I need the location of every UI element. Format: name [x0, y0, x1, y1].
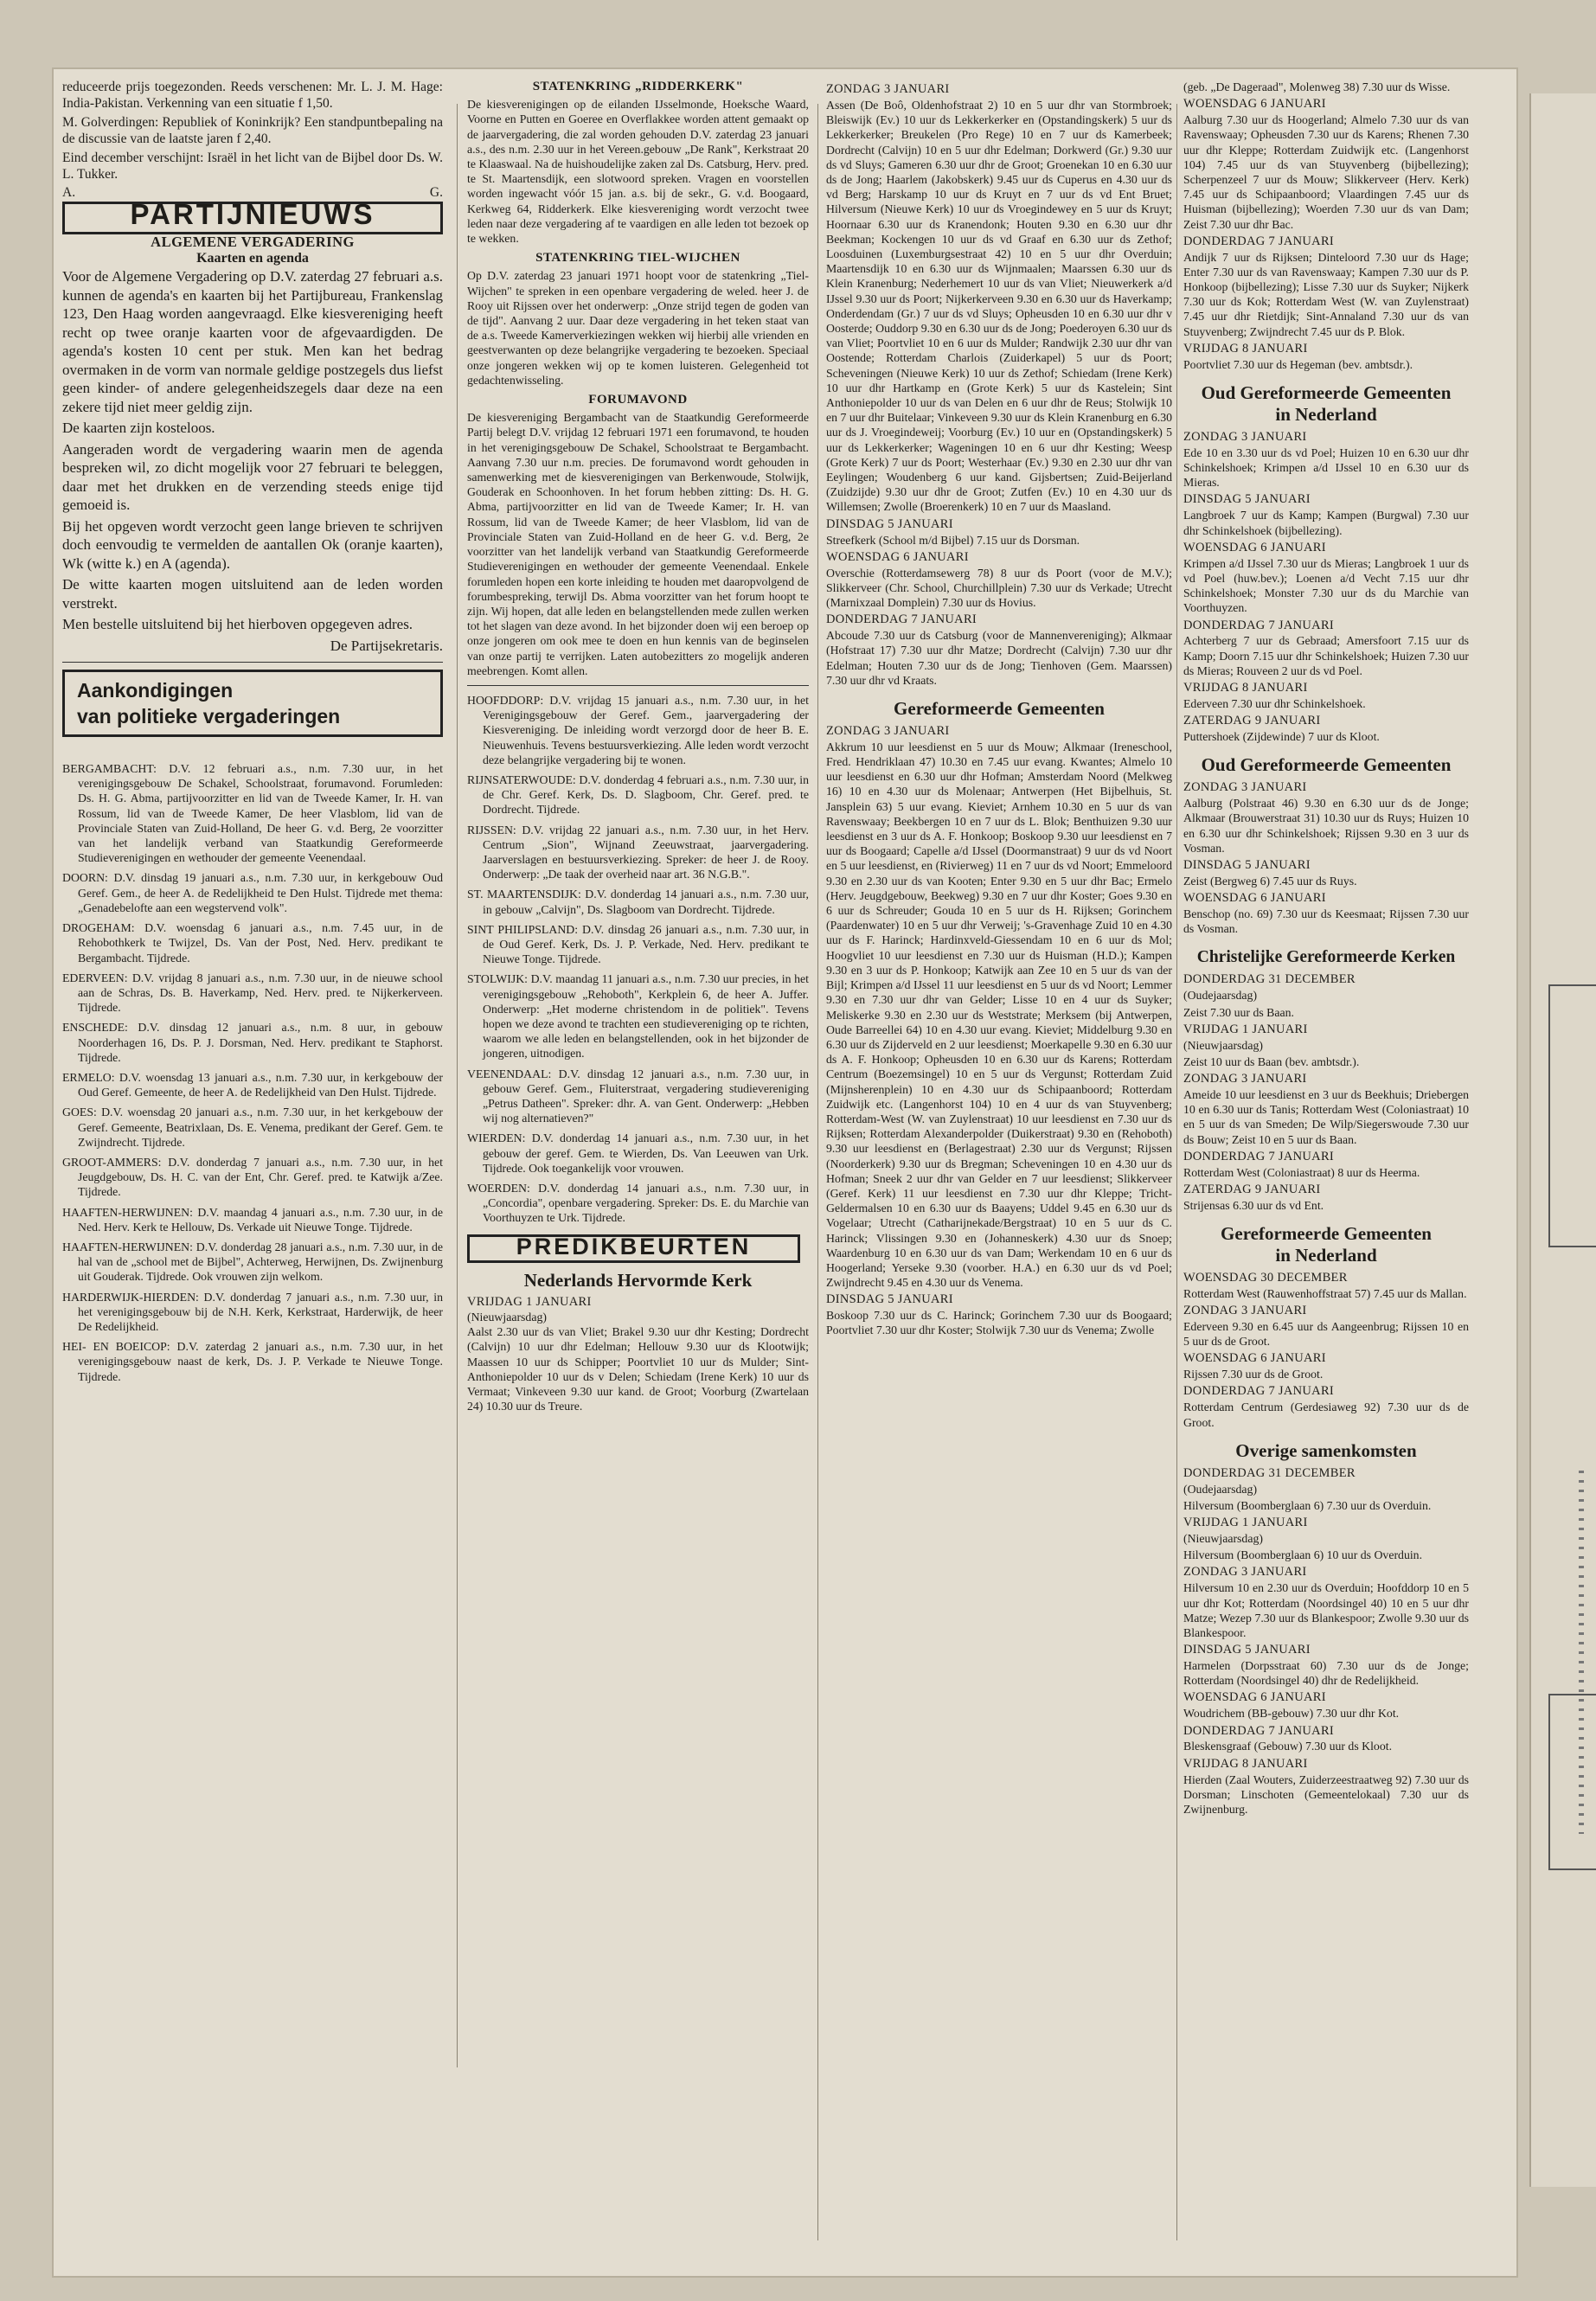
ogg-services — [1183, 779, 1469, 936]
service-list: Ederveen 9.30 en 6.45 uur ds Aangeenbrug; Rijssen 10 en 5 uur ds de Groot. — [1183, 1319, 1469, 1349]
service-list: Ameide 10 uur leesdienst en 3 uur ds Beekhuis; Driebergen 10 en 6.30 uur ds Tanis; Rotterdam West (Coloniastraat) 10 en 5 uur ds van Smeden; De Wilp/Siegerswoude 7.30 uur ds Bouw; Zeist 10 en 5 uur ds Baan. — [1183, 1087, 1469, 1146]
column-rule — [457, 104, 458, 2067]
service-list: Poortvliet 7.30 uur ds Hegeman (bev. ambtsdr.). — [1183, 357, 1413, 371]
service-list: Rijssen 7.30 uur ds de Groot. — [1183, 1368, 1324, 1381]
day-heading: ZONDAG 3 JANUARI — [1183, 780, 1307, 795]
service-list: Benschop (no. 69) 7.30 uur ds Keesmaat; Rijssen 7.30 uur ds Vosman. — [1183, 907, 1469, 936]
service-list: Hierden (Zaal Wouters, Zuiderzeestraatweg 92) 7.30 uur ds Dorsman; Linschoten (Gemeentelokaal) 7.30 uur ds Zwijnenburg. — [1183, 1772, 1469, 1816]
service-list: Strijensas 6.30 uur ds vd Ent. — [1183, 1198, 1324, 1212]
day-heading: VRIJDAG 1 JANUARI — [1183, 1516, 1308, 1530]
day-heading: ZONDAG 3 JANUARI — [1183, 1565, 1307, 1580]
day-heading: VRIJDAG 1 JANUARI — [467, 1294, 592, 1309]
column-2 — [467, 80, 809, 1415]
signature-initial: A. — [62, 185, 76, 201]
day-heading: DINSDAG 5 JANUARI — [826, 516, 953, 531]
ogg-nl-services — [1183, 429, 1469, 744]
service-list: Aalburg (Polstraat 46) 9.30 en 6.30 uur ds de Jonge; Alkmaar (Brouwerstraat 31) 10.30 uur ds Ruys; Huizen 10 en 6.30 uur dhr Schinkelshoek; Rijssen 9.30 en 3 uur ds Vosman. — [1183, 797, 1469, 855]
article-signature: De Partijsekretaris. — [330, 637, 443, 654]
article-title: FORUMAVOND — [588, 393, 688, 407]
meeting-entry: ERMELO: D.V. woensdag 13 januari a.s., n.m. 7.30 uur, in kerkgebouw der Oud Geref. Gemeente, de heer A. de Redelijkheid van Den Hulst. Tijdrede. — [62, 1070, 443, 1099]
day-heading: WOENSDAG 6 JANUARI — [1183, 1690, 1326, 1705]
church-heading-line: Oud Gereformeerde Gemeenten — [1201, 381, 1452, 403]
nhk-services — [826, 81, 1172, 688]
meeting-entry: DROGEHAM: D.V. woensdag 6 januari a.s., n.m. 7.45 uur, in de Rehobothkerk te Twijzel, Ds. Van der Post, Ned. Herv. predikant te Bergambacht. Tijdrede. — [62, 921, 443, 965]
service-list: Harmelen (Dorpsstraat 60) 7.30 uur ds de Jonge; Rotterdam (Noordsingel 40) dhr de Redelijkheid. — [1183, 1659, 1469, 1688]
cgk-services — [1183, 971, 1469, 1213]
day-heading: DINSDAG 5 JANUARI — [1183, 492, 1311, 507]
gg-services-continued — [1183, 96, 1469, 372]
service-list: Ede 10 en 3.30 uur ds vd Poel; Huizen 10 en 6.30 uur dhr Schinkelshoek; Krimpen a/d IJssel 10 en 6.30 uur ds Mieras. — [1183, 445, 1469, 490]
day-heading: ZONDAG 3 JANUARI — [1183, 1304, 1307, 1318]
day-heading: WOENSDAG 6 JANUARI — [1183, 891, 1326, 906]
day-heading: ZONDAG 3 JANUARI — [826, 723, 950, 738]
church-heading — [1183, 1223, 1469, 1266]
article-paragraph: Voor de Algemene Vergadering op D.V. zaterdag 27 februari a.s. kunnen de agenda's en kaarten bij het Partijbureau, Frankenslag 123, Den Haag worden aangevraagd. Elke kiesvereniging heeft recht op twee oranje kaarten voor de afgevaardigden. De agenda's kosten 10 cent per stuk. Men kan het bedrag overmaken in de vorm van normale geldige postzegels dus liefst geen kinder- of andere gelegenheidszegels daar deze na een zekere tijd niet meer geldig zijn. — [62, 268, 443, 415]
church-heading-line: in Nederland — [1275, 1244, 1377, 1266]
service-list: Hilversum (Boomberglaan 6) 7.30 uur ds Overduin. — [1183, 1498, 1432, 1512]
column-rule — [817, 104, 818, 2240]
service-list: Achterberg 7 uur ds Gebraad; Amersfoort 7.15 uur ds Kamp; Doorn 7.15 uur dhr Schinkelshoek; Huizen 7.30 uur ds Mieras; Rouveen 2 uur ds vd Poel. — [1183, 634, 1469, 677]
meeting-entry: WOERDEN: D.V. donderdag 14 januari a.s., n.m. 7.30 uur, in „Concordia", openbare vergadering. Spreker: Ds. E. du Marchie van Voorthuyzen te Urk. Tijdrede. — [467, 1182, 809, 1225]
day-heading: VRIJDAG 8 JANUARI — [1183, 341, 1308, 356]
service-list: Hilversum (Boomberglaan 6) 10 uur ds Overduin. — [1183, 1548, 1423, 1562]
meeting-entry: HAAFTEN-HERWIJNEN: D.V. maandag 4 januari a.s., n.m. 7.30 uur, in de Ned. Herv. Kerk te Hellouw, Ds. Verkade uit Nieuwe Tonge. Tijdrede. — [62, 1205, 443, 1234]
article-paragraph: Men bestelle uitsluitend bij het hierboven opgegeven adres. — [62, 616, 413, 633]
service-list: (geb. „De Dageraad", Molenweg 38) 7.30 uur ds Wisse. — [1183, 80, 1451, 93]
gg-services — [826, 723, 1172, 1338]
meeting-entry: RIJSSEN: D.V. vrijdag 22 januari a.s., n.m. 7.30 uur, in het Herv. Centrum „Sion", Wijnand Zeeuwstraat, jaarvergadering. Jaarverslagen en bestuursverkiezing. Spreker: de heer J. de Rooy. Onderwerp: „De taak der overheid naar art. 36 N.G.B.". — [467, 823, 809, 881]
day-heading: DONDERDAG 7 JANUARI — [1183, 1723, 1335, 1738]
service-list: Assen (De Boô, Oldenhofstraat 2) 10 en 5 uur dhr van Stormbroek; Bleiswijk (Ev.) 10 uur ds Lekkerkerker en (Opstandingskerk) 5 uur ds Lekkerkerker; Breukelen (Pro Rege) 10 en 7 uur ds Kamerbeek; Dordrecht (Calvijn) 10 en 5 uur dhr Edelman; Dorkwerd (Gr.) 9.30 uur ds vd Sluys; Gameren 6.30 uur dhr de Groot; Groenekan 10 en 6.30 uur ds de Jong; Haarlem (Jakobskerk) 9.45 uur ds Cuperus en 4.30 uur ds vd Berg; Harskamp 10 uur ds Kruyt en 7 uur ds vd Ent Bruet; Hilversum (Nieuwe Kerk) 10 uur ds Vroegindewey en 5 uur ds Kruyt; Hoornaar 6.30 uur ds Kranendonk; Houten 9.30 en 6.30 uur dhr Beekman; Kockengen 10 uur ds vd Graaf en 6.30 uur ds Zethof; Loosduinen (Luxemburgsestraat 42) 10 en 5 uur dhr Overduin; Maartensdijk 10 en 6.30 uur ds Wijnmaalen; Maarssen 6.30 uur ds Klein Kranenburg; Nederhemert 10 uur ds van Vliet; Nieuwerkerk a/d IJssel 9.30 uur ds Poort; Nijkerkerveen 9.30 en 6.30 uur ds Haverkamp; Onderdendam (Gr.) 7 uur ds vd Sluys; Opheusden 10 en 6.30 uur dhr v Oosterde; Ouddorp 9.30 en 6.30 uur ds de Jong; Poederoyen 6.30 uur ds van Vliet; Poortvliet 10 en 6 uur ds Mulder; Randwijk 2.30 uur dhr van Oostende; Rotterdam Charlois (Zuiderkapel) 5 uur ds Poort; Scheveningen (Nieuwe Kerk) 10 uur ds Zethof; Schiedam (Irene Kerk) 10 uur dhr Hartkamp en (Grote Kerk) 5 uur ds Kastelein; Sint Anthoniepolder 10 uur ds van Delen en 6 uur dhr de Reus; Stolwijk 10 en 7 uur dhr Buitelaar; Vinkeveen 9.30 uur ds Klein Kranenburg en 6.30 uur ds J. Vroegindeweij; Voorburg (Ev.) 10 uur en (Opstandingskerk) 5 uur ds Lekkerkerker; Wageningen 10 en 6 uur dhr Kesting; Weesp (Grote Kerk) 7 uur ds Poort; Westerhaar (Ev.) 9.30 en 2.30 uur dhr van Eeylingen; Woudenberg 6 uur kand. Gijsbertsen; Zuid-Beijerland (Zuidzijde) 9.30 uur dhr de Groot; Zutfen (Ev.) 10 en 4.30 uur ds Willemsen; Zwolle (Broerenkerk) 10 en 7 uur ds Maasland. — [826, 98, 1172, 514]
overige-services — [1183, 1465, 1469, 1817]
signature-initial: G. — [429, 185, 443, 201]
meeting-entry: SINT PHILIPSLAND: D.V. dinsdag 26 januari a.s., n.m. 7.30 uur, in de Oud Geref. Kerk, Ds. J. P. Verkade, Ned. Herv. predikant te Nieuwe Tonge. Tijdrede. — [467, 922, 809, 966]
meeting-entry: GROOT-AMMERS: D.V. donderdag 7 januari a.s., n.m. 7.30 uur, in het Jeugdgebouw, Ds. H. C. van der Ent, Chr. Geref. pred. te Katwijk a/Zee. Tijdrede. — [62, 1155, 443, 1199]
meeting-entry: ST. MAARTENSDIJK: D.V. donderdag 14 januari a.s., n.m. 7.30 uur, in gebouw „Calvijn", Ds. Slagboom van Dordrecht. Tijdrede. — [467, 888, 809, 916]
service-list: Krimpen a/d IJssel 7.30 uur ds Mieras; Langbroek 1 uur ds vd Poel (huw.bev.); Loenen a/d Vecht 7.15 uur dhr Schinkelshoek; Monster 7.30 uur ds du Marchie van Voorthuyzen. — [1183, 556, 1469, 615]
service-list: Boskoop 7.30 uur ds C. Harinck; Gorinchem 7.30 uur ds Boogaard; Poortvliet 7.30 uur dhr Koster; Stolwijk 7.30 uur ds Venema; Zwolle — [826, 1309, 1172, 1337]
service-list: Aalburg 7.30 uur ds Hoogerland; Almelo 7.30 uur ds van Ravenswaay; Opheusden 7.30 uur ds Karens; Rhenen 7.30 uur dhr Kleppe; Rotterdam Zuidwijk etc. (Langenhorst 104) 7.45 uur ds van Stuyvenberg (bijbellezing); Scherpenzeel 7 uur ds Mouw; Slikkerveer (Herv. Kerk) 7.45 uur ds Schipaanboord; Vlaardingen 7.45 uur ds Huisman (bijbellezing); Woerden 7.30 uur ds van Dam; Zeist 7.30 uur dhr Bac. — [1183, 113, 1469, 231]
partijnieuws-heading-box — [62, 198, 443, 234]
meeting-entry: HEI- EN BOEICOP: D.V. zaterdag 2 januari a.s., n.m. 7.30 uur, in het verenigingsgebouw naast de kerk, Ds. J. P. Verkade te Nieuwe Tonge. Tijdrede. — [62, 1340, 443, 1383]
service-list: Rotterdam West (Coloniastraat) 8 uur ds Heerma. — [1183, 1165, 1420, 1179]
day-heading: ZONDAG 3 JANUARI — [826, 82, 950, 96]
day-subheading: (Nieuwjaarsdag) — [467, 1311, 547, 1324]
adjacent-page-box — [1548, 1694, 1596, 1870]
church-heading: Nederlands Hervormde Kerk — [523, 1269, 753, 1291]
article-paragraph: De kiesvereniging Bergambacht van de Staatkundig Gereformeerde Partij belegt D.V. vrijdag 12 februari 1971 een forumavond, te houden in het verenigingsgebouw De Schakel, Schoolstraat te Bergambacht. Aanvang 7.30 uur n.m. precies. De forumavond wordt gehouden in samenwerking met de kiesverenigingen van Berkenwoude, Stolwijk, Gouderak en Schoonhoven. In het forum hebben zitting: Ds. H. G. Abma, partijvoorzitter en lid van de Tweede Kamer; Ir. H. van Rossum, lid van de Tweede Kamer; de heer Vlasblom, lid van de Provinciale Staten van Zuid-Holland en de heer G. v.d. Berg, 2e voorzitter van het landelijk verband van Staatkundig Gereformeerde Studieverenigingen en wethouder der gemeente Veenendaal. Enkele forumleden hopen een korte inleiding te houden met daaropvolgend de forumbespreking, terwijl Ds. Abma voorzitter van het forum hoopt te zijn. Wij hopen, dat alle leden en belangstellenden mede zullen werken tot het slagen van deze avond. In het bijzonder doen wij een beroep op onze jongeren om ook mee te doen en hun kennis van de beginselen van onze partij te verrijken. Laten autobezitters zo mogelijk anderen meebrengen. Komt allen. — [467, 411, 809, 677]
service-list: Langbroek 7 uur ds Kamp; Kampen (Burgwal) 7.30 uur dhr Schinkelshoek (bijbellezing). — [1183, 509, 1469, 537]
service-list: Rotterdam West (Rauwenhoffstraat 57) 7.45 uur ds Mallan. — [1183, 1286, 1467, 1300]
church-heading-line: Gereformeerde Gemeenten — [1221, 1222, 1432, 1244]
service-list: Abcoude 7.30 uur ds Catsburg (voor de Mannenvereniging); Alkmaar (Hofstraat 17) 7.30 uur dhr Matze; Dordrecht (Calvijn) 7.30 uur dhr Edelman; Houten 7.30 uur ds de Jong; Tienhoven (Gem. Maarssen) 7.30 uur dhr vd Kraats. — [826, 629, 1172, 687]
service-list: Zeist 10 uur ds Baan (bev. ambtsdr.). — [1183, 1054, 1360, 1068]
intro-paragraph: reduceerde prijs toegezonden. Reeds verschenen: Mr. L. J. M. Hage: India-Pakistan. Verkenning van een situatie f 1,50. — [62, 80, 443, 111]
day-heading: DONDERDAG 7 JANUARI — [1183, 618, 1335, 632]
day-heading: ZATERDAG 9 JANUARI — [1183, 714, 1321, 728]
article-paragraph: De kaarten zijn kosteloos. — [62, 420, 215, 437]
meeting-entry: HOOFDDORP: D.V. vrijdag 15 januari a.s., n.m. 7.30 uur, in het Verenigingsgebouw der Geref. Gem., jaarvergadering der Kiesvereniging. De inleiding wordt verzorgd door de heer B. E. Nieuwenhuis. Tevens bestuursverkiezing. Alle leden wordt verzocht deze belangrijke vergadering bij te wonen. — [467, 693, 809, 766]
church-heading: Christelijke Gereformeerde Kerken — [1196, 948, 1456, 967]
service-list: Akkrum 10 uur leesdienst en 5 uur ds Mouw; Alkmaar (Ireneschool, Fred. Hendriklaan 47) 10.30 en 7.45 uur evang. Kwantes; Almelo 10 uur leesdienst en 6.30 uur dhr Hofman; Amsterdam Noord (Melkweg 16) 10 en 4.30 uur ds Molenaar; Antwerpen (Het Bijbelhuis, St. Jansplein 63) 5 uur evang. Kieviet; Arnhem 10.30 en 5 uur ds van Ravenswaay; Beekbergen 10 en 7 uur ds L. Blok; Benthuizen 9.30 uur leesdienst en 3 uur ds A. F. Honkoop; Boskoop 9.30 uur leesdienst en 7 uur ds Boogaard; Capelle a/d IJssel (Doormanstraat) 9 uur ds vd Noort en 5 uur leesdienst, en (Rivierweg) 11 en 7 uur ds vd Noort; Emmeloord 9.30 en 2.30 uur ds van Kooten; Enter 9.30 en 5 uur dhr Bac; Ermelo (Herv. Jeugdgebouw, Beekweg) 9.30 en 7 uur dhr Koster; Goes 9.30 en 6 uur ds Schreuder; Gouda 10 en 5 uur ds H. Rijksen; Gorinchem (Paardenwater) 10 en 5 uur dhr Verweij; 's-Gravenhage Zuid 10 en 4.30 uur ds F. Harinck; Hardinxveld-Giessendam 10 en 6 uur ds Mol; Hoogvliet 10 uur leesdienst en 7.30 uur ds Huisman (H.D.); Kampen 9.30 en 3 uur ds P. Honkoop; Katwijk aan Zee 10 en 5 uur ds van der Bijl; Krimpen a/d IJssel 11 uur leesdienst en 5 uur ds vd Noort; Lemmer 9.30 en 7.30 uur dhr van Gelder; Lisse 10 en 4 uur ds Suyker; Meliskerke 9.30 en 2.30 uur ds Weststrate; Merksem (bij Antwerpen, Oude Barreellei 64) 10 en 4.30 uur evang. Kieviet; Middelburg 9.30 en 6.30 uur ds Zijderveld en 2 uur leesdienst; Moerkapelle 9.30 en 6.30 uur ds A. F. Honkoop; Opheusden 10 en 6.30 uur ds Karens; Rotterdam Centrum (Boezemsingel) 10 en 5 uur ds Vergunst; Rotterdam Zuid (Mijnsherenplein) 10 en 4.30 uur ds Schipaanboord; Rotterdam Zuidwijk etc. (Langenhorst 104) 10 en 4 uur ds van Stuyvenberg; Rotterdam-West (W. van Zuylenstraat) 10 uur leesdienst en 7.30 uur ds Rijksen; Rotterdam Alexanderpolder (Duikerstraat) 9.30 en (Rehoboth) 9.30 uur leesdienst en (Berlagestraat) 2.30 uur ds Vergunst; Rijssen (Noorderkerk) 9.30 uur ds Bregman; Scheveningen 10 en 4.30 uur ds Hofman; Sneek 2 uur dhr van Gelder en 7 uur leesdienst; Slikkerveer (Geref. Kerk) 11 uur leesdienst en 7.30 uur dhr Kleppe; Tricht-Geldermalsen 10 en 6.30 uur ds Baayens; Uddel 9.45 en 6.30 uur ds Vogelaar; Utrecht (Catharijnekade/Bergstraat) 10 en 5 uur ds C. Harinck; Vlissingen 9.30 en (Johanneskerk) 4.30 uur ds Snoep; Waardenburg 10 en 6.30 uur ds van Dam; Werkendam 10 en 6 uur ds Hoogerland; Yerseke 9.30 (voorber. H.A.) en 6.30 uur ds vd Poel; Zwijndrecht 9.45 en 4.30 uur ds Venema. — [826, 740, 1172, 1290]
day-heading: DONDERDAG 7 JANUARI — [1183, 1149, 1335, 1163]
intro-article — [62, 80, 443, 202]
day-heading: DINSDAG 5 JANUARI — [826, 1292, 953, 1307]
predikbeurten-heading-box — [467, 1234, 800, 1263]
service-list: Zeist (Bergweg 6) 7.45 uur ds Ruys. — [1183, 874, 1357, 888]
article-title: STATENKRING TIEL-WIJCHEN — [535, 251, 740, 266]
church-heading — [1183, 382, 1469, 426]
day-heading: ZATERDAG 9 JANUARI — [1183, 1182, 1321, 1196]
meeting-entry: DOORN: D.V. dinsdag 19 januari a.s., n.m. 7.30 uur, in kerkgebouw Oud Geref. Gem., de heer A. de Redelijkheid te Den Hulst. Tijdrede met thema: „Genadebelofte aan een wegstervend volk". — [62, 871, 443, 914]
day-subheading: (Oudejaarsdag) — [1183, 989, 1258, 1003]
day-heading: DINSDAG 5 JANUARI — [1183, 857, 1311, 872]
article-title: STATENKRING „RIDDERKERK" — [532, 80, 744, 93]
day-heading: DINSDAG 5 JANUARI — [1183, 1643, 1311, 1657]
meeting-entry: BERGAMBACHT: D.V. 12 februari a.s., n.m. 7.30 uur, in het verenigingsgebouw De Schakel, Schoolstraat, forumavond. Forumleden: Ds. H. G. Abma, partijvoorzitter en lid van de Tweede Kamer, Ir. H. van Rossum, lid van de Tweede Kamer, De heer Vlasblom, lid van de Provinciale Staten van Zuid-Holland, De heer G. v.d. Berg, 2e voorzitter van het landelijk verband van Staatkundig Gereformeerde Studieverenigingen en wethouder der gemeente Veenendaal. — [62, 762, 443, 865]
day-heading: DONDERDAG 31 DECEMBER — [1183, 972, 1356, 987]
meeting-entry: VEENENDAAL: D.V. dinsdag 12 januari a.s., n.m. 7.30 uur, in gebouw Geref. Gem., Fluiterstraat, vergadering studievereniging „Petrus Datheen". Spreker: dhr. A. van Gent. Onderwerp: „Hebben wij nog alternatieven?" — [467, 1067, 809, 1125]
section-heading: Aankondigingen — [77, 679, 234, 702]
day-heading: DONDERDAG 31 DECEMBER — [1183, 1465, 1356, 1480]
day-heading: WOENSDAG 30 DECEMBER — [1183, 1270, 1348, 1285]
day-heading: WOENSDAG 6 JANUARI — [1183, 540, 1326, 554]
article-paragraph: Bij het opgeven wordt verzocht geen lange brieven te schrijven doch eenvoudig te vermelden de aantallen Ok (oranje kaarten), Wk (witte k.) en A (agenda). — [62, 517, 443, 572]
day-heading: DONDERDAG 7 JANUARI — [826, 612, 977, 627]
intro-paragraph: M. Golverdingen: Republiek of Koninkrijk? Een standpuntbepaling na de discussie van de laatste jaren f 2,40. — [62, 114, 443, 146]
meetings-list-continued — [467, 693, 809, 1226]
service-list: Zeist 7.30 uur ds Baan. — [1183, 1005, 1294, 1019]
meetings-list — [62, 761, 443, 1384]
section-heading: PREDIKBEURTEN — [516, 1233, 752, 1259]
article-paragraph: Op D.V. zaterdag 23 januari 1971 hoopt voor de statenkring „Tiel-Wijchen" te spreken in een openbare vergadering de weled. heer J. de Rooy uit Rijssen over het onderwerp: „Onze strijd tegen de goden van de tijd". Aanvang 2 uur. Daar deze vergadering in het teken staat van de a.s. Tweede Kamerverkiezingen wekken wij hierbij alle vrienden en geestverwanten op deze belangrijke vergadering te bezoeken. Speciaal onze jongeren wekken wij op te komen luisteren. Gelegenheid tot gedachtenwisseling. — [467, 269, 809, 387]
article-paragraph: De kiesverenigingen op de eilanden IJsselmonde, Hoeksche Waard, Voorne en Putten en Goeree en Overflakkee worden attent gemaakt op de jaarvergadering, die zal worden gehouden D.V. zaterdag 23 januari a.s., des n.m. 2.30 uur in het Vereen.gebouw „De Rank", Kerkstraat 20 te Klaaswaal. Na de huishoudelijke zaken zal Ds. Catsburg, Herv. pred. te St. Maartensdijk, een slotwoord spreken. Vragen en voorstellen worden ingewacht vóór 15 jan. a.s. bij de sekr., G. v.d. Boogaard, Kerkweg 64, Ridderkerk. Elke kiesvereniging wordt verzocht twee leden naar deze vergadering af te vaardigen en alle leden tot bezoek op te wekken. — [467, 98, 809, 246]
service-list: Woudrichem (BB-gebouw) 7.30 uur dhr Kot. — [1183, 1707, 1400, 1721]
aankondigingen-heading-box — [62, 670, 443, 737]
meeting-entry: RIJNSATERWOUDE: D.V. donderdag 4 februari a.s., n.m. 7.30 uur, in de Chr. Geref. Kerk, Ds. D. Slagboom, Chr. Geref. pred. te Dordrecht. Tijdrede. — [467, 772, 809, 817]
section-divider — [467, 685, 809, 686]
day-heading: ZONDAG 3 JANUARI — [1183, 1072, 1307, 1086]
day-heading: WOENSDAG 6 JANUARI — [826, 549, 969, 564]
service-list: Streefkerk (School m/d Bijbel) 7.15 uur ds Dorsman. — [826, 533, 1080, 547]
article-title: ALGEMENE VERGADERING — [151, 234, 355, 251]
day-heading: VRIJDAG 8 JANUARI — [1183, 681, 1308, 695]
day-heading: VRIJDAG 1 JANUARI — [1183, 1022, 1308, 1036]
section-heading: PARTIJNIEUWS — [130, 198, 375, 231]
day-heading: VRIJDAG 8 JANUARI — [1183, 1756, 1308, 1771]
meeting-entry: ENSCHEDE: D.V. dinsdag 12 januari a.s., n.m. 8 uur, in gebouw Noorderhagen 16, Ds. P. J. Dorsman, Ned. Herv. predikant te Staphorst. Tijdrede. — [62, 1021, 443, 1064]
meeting-entry: WIERDEN: D.V. donderdag 14 januari a.s., n.m. 7.30 uur, in het gebouw der geref. Gem. te Wierden, Ds. Van Leeuwen van Urk. Tijdrede. Ook toegankelijk voor vrouwen. — [467, 1131, 809, 1175]
service-list: Ederveen 7.30 uur dhr Schinkelshoek. — [1183, 696, 1366, 710]
church-heading: Gereformeerde Gemeenten — [894, 697, 1105, 719]
binding-perforation — [1579, 1471, 1584, 1834]
algemene-vergadering-article — [62, 267, 443, 655]
service-list: Aalst 2.30 uur ds van Vliet; Brakel 9.30 uur dhr Kesting; Dordrecht (Calvijn) 10 uur dhr Edelman; Hellouw 9.30 uur ds Klootwijk; Maassen 10 uur ds Schipper; Poortvliet 10 uur ds Mulder; Sint-Anthoniepolder 10 uur ds v Delen; Schiedam (Irene Kerk) 10 uur ds Vermaat; Vinkeveen 9.30 uur kand. de Groot; Voorburg (Zwartelaan 24) 10.30 uur ds Treure. — [467, 1325, 809, 1413]
meeting-entry: EDERVEEN: D.V. vrijdag 8 januari a.s., n.m. 7.30 uur, in de nieuwe school aan de Schras, Ds. B. Haverkamp, Ned. Herv. pred. te Nijkerkerveen. Tijdrede. — [62, 971, 443, 1015]
service-list: Overschie (Rotterdamsewerg 78) 8 uur ds Poort (voor de M.V.); Slikkerveer (Chr. School, Churchillplein) 7.30 uur ds Verkade; Utrecht (Marnixzaal Domplein) 7.30 uur ds Hovius. — [826, 566, 1172, 610]
day-heading: DONDERDAG 7 JANUARI — [1183, 234, 1335, 248]
day-heading: ZONDAG 3 JANUARI — [1183, 429, 1307, 444]
adjacent-page-box — [1548, 984, 1596, 1247]
day-heading: DONDERDAG 7 JANUARI — [1183, 1384, 1335, 1399]
service-list: Hilversum 10 en 2.30 uur ds Overduin; Hoofddorp 10 en 5 uur dhr Kot; Rotterdam (Noordsingel 40) 10 en 5 uur dhr Matze; Wezep 7.30 uur ds Blankespoor; Zwolle 9.30 uur ds Blankespoor. — [1183, 1581, 1469, 1639]
adjacent-page-edge — [1529, 93, 1596, 2187]
day-subheading: (Nieuwjaarsdag) — [1183, 1532, 1263, 1546]
column-rule — [1176, 104, 1177, 2240]
meeting-entry: GOES: D.V. woensdag 20 januari a.s., n.m. 7.30 uur, in het kerkgebouw der Geref. Gemeente, Beatrixlaan, Ds. E. Venema, predikant der Geref. Gem. te Zwijndrecht. Tijdrede. — [62, 1106, 443, 1149]
church-heading: Oud Gereformeerde Gemeenten — [1201, 754, 1452, 776]
day-subheading: (Nieuwjaarsdag) — [1183, 1038, 1263, 1052]
day-heading: WOENSDAG 6 JANUARI — [1183, 1351, 1326, 1366]
service-list: Bleskensgraaf (Gebouw) 7.30 uur ds Kloot. — [1183, 1740, 1393, 1753]
article-subtitle: Kaarten en agenda — [196, 251, 309, 266]
day-subheading: (Oudejaarsdag) — [1183, 1482, 1258, 1496]
service-list: Andijk 7 uur ds Rijksen; Dinteloord 7.30 uur ds Hage; Enter 7.30 uur ds van Ravenswaay; Kampen 7.30 uur ds P. Honkoop (bijbellezing); Lisse 7.30 uur ds Suyker; Nijkerk 7.30 uur ds Kok; Rotterdam West (W. van Zuylenstraat) 7.45 uur dhr Rietdijk; Sint-Annaland 7.30 uur ds van Stuyvenberg; Zwijndrecht 7.45 uur ds P. Blok. — [1183, 250, 1469, 338]
article-paragraph: Aangeraden wordt de vergadering waarin men de agenda bespreken wil, zo dicht mogelijk voor 27 februari te beleggen, daar met het drukken en de verzending steeds enige tijd gemoeid is. — [62, 440, 443, 514]
column-3 — [826, 80, 1172, 1340]
column-1 — [62, 80, 443, 1389]
service-list: Puttershoek (Zijdewinde) 7 uur ds Kloot. — [1183, 730, 1380, 744]
column-4 — [1183, 80, 1469, 1818]
service-list: Rotterdam Centrum (Gerdesiaweg 92) 7.30 uur ds de Groot. — [1183, 1400, 1469, 1429]
intro-paragraph: Eind december verschijnt: Israël in het licht van de Bijbel door Ds. W. L. Tukker. — [62, 150, 443, 182]
meeting-entry: STOLWIJK: D.V. maandag 11 januari a.s., n.m. 7.30 uur precies, in het verenigingsgebouw „Rehoboth", Kerkplein 6, de heer A. Juffer. Onderwerp: „Het moderne christendom in de politiek". Tevens hopen we deze avond te trachten een studievereniging op te richten, waarom we alle leden en belangstellenden, ook in het bijzonder de jongeren, uitnodigen. — [467, 972, 809, 1061]
meeting-entry: HAAFTEN-HERWIJNEN: D.V. donderdag 28 januari a.s., n.m. 7.30 uur, in de hal van de „school met de Bijbel", Achterweg, Herwijnen, Ds. Zwijnenburg uit Gouderak. Tijdrede. Ook vrouwen zijn welkom. — [62, 1240, 443, 1284]
church-heading: Overige samenkomsten — [1235, 1439, 1417, 1461]
section-heading: van politieke vergaderingen — [77, 705, 341, 728]
ggin-services — [1183, 1270, 1469, 1430]
section-divider — [62, 662, 443, 663]
day-heading: WOENSDAG 6 JANUARI — [1183, 97, 1326, 112]
article-paragraph: De witte kaarten mogen uitsluitend aan de leden worden verstrekt. — [62, 576, 443, 612]
church-heading-line: in Nederland — [1275, 403, 1377, 425]
meeting-entry: HARDERWIJK-HIERDEN: D.V. donderdag 7 januari a.s., n.m. 7.30 uur, in het verenigingsgebouw bij de N.H. Kerk, Kerkstraat, Harderwijk, de heer De Redelijkheid. — [62, 1290, 443, 1333]
